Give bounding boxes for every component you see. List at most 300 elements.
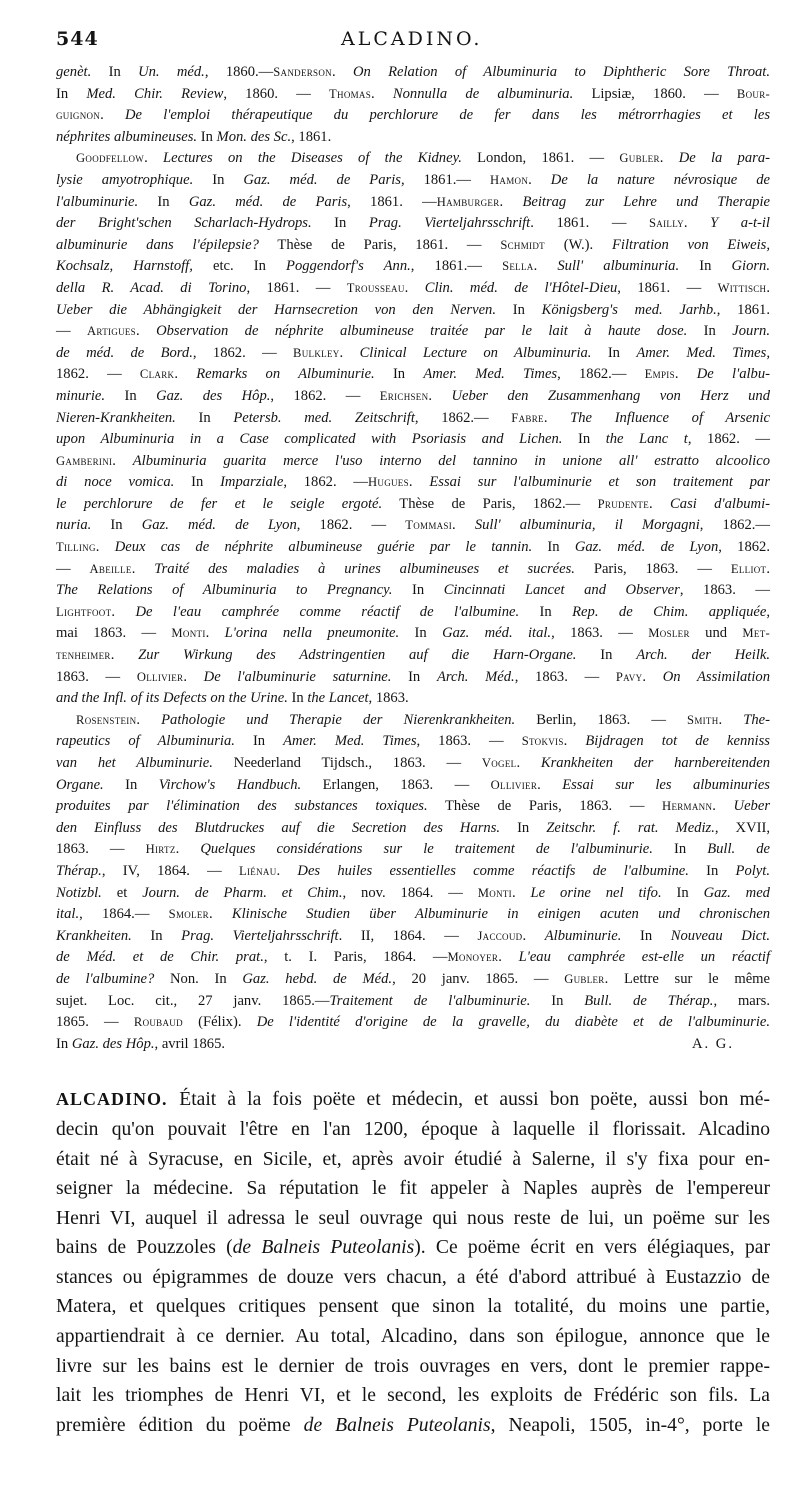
citation-text: Neederland Tijdsch., 1863. — [212,755,482,771]
citation-title: Remarks on Albuminurie. [196,366,375,383]
citation-title: le perchlorure de fer et le seigle ergoté. [56,495,383,512]
article-text: Était à la fois poëte et médecin, et aussi bon poëte, aussi bon mé- [179,1089,770,1111]
citation-text: . [516,755,541,771]
bibliography-line [56,602,770,624]
author-name: Vogel [481,756,517,770]
citation-title: Gaz. méd. ital. [442,625,552,642]
citation-text: In [496,301,542,318]
citation-text: . [175,841,201,858]
citation-text: et [101,884,143,901]
citation-text: , 20 janv. 1865. — [392,970,565,987]
citation-text: In [56,1035,72,1052]
citation-text: . [649,495,671,512]
bibliography-line [56,451,770,473]
citation-text: In [311,215,369,232]
citation-title: Gaz. med [703,884,770,901]
citation-text: In [91,517,142,534]
author-name: Bulkley [293,345,340,360]
citation-text: . [371,85,393,102]
citation-text: etc. In [192,258,287,275]
author-name: Bour- [736,86,770,101]
citation-title: den Einfluss des Blutdruckes auf die Secretion des Harns. [56,819,501,836]
bibliography-line [56,688,770,710]
citation-title: Amer. Med. Times [423,366,558,383]
citation-title: the Lancet [307,690,369,707]
bibliography-line [56,213,770,235]
article-line [56,1411,770,1441]
citation-text: . [522,927,545,944]
citation-title: De l'albu- [696,366,771,383]
bibliography-line [56,818,770,840]
bibliography-line [56,731,770,753]
citation-text: . [136,711,162,728]
bibliography-line [56,364,770,386]
citation-title: de méd. de Bord. [56,344,193,361]
citation-text: . [110,647,139,664]
citation-text: , 1862.— [699,517,770,534]
author-name: Tilling [56,540,96,555]
citation-title: L'eau camphrée est-elle un réactif [518,949,770,966]
citation-text: , 1862. [718,539,771,556]
citation-title: upon Albuminuria in a Case complicated with Psoriasis and Lichen. [56,431,563,448]
citation-title: Gaz. méd. de Lyon [141,517,297,534]
citation-text: , IV, 1864. — [101,862,240,879]
citation-title: Organe. [56,776,104,793]
citation-title: Ueber den Zusammenhang von Herz und [451,387,770,404]
citation-text: 1865. — [56,1014,134,1031]
citation-text: 1863. — [56,841,146,858]
citation-title: della R. Acad. di Torino [56,279,247,296]
citation-text: In [500,819,547,836]
citation-title: nuria. [56,517,92,534]
citation-title: Le orine nel tifo. [530,884,662,901]
citation-text: In [532,539,575,556]
citation-title: Thérap. [56,862,102,879]
citation-text: . [144,150,163,167]
citation-text: , 1860. — [223,85,330,102]
citation-title: De l'identité d'origine de la gravelle, du diabète et de l'albuminurie. [256,1014,771,1031]
citation-text: In [652,841,708,858]
citation-text: . [100,107,125,124]
citation-text: — [56,323,88,340]
citation-text: In [234,733,284,750]
article-headword: ALCADINO. [56,1089,180,1110]
bibliography-line [56,947,770,969]
citation-title: Cincinnati Lancet and Observer [443,582,680,599]
article-text: appartiendrait à ce dernier. Au total, Alcadino, dans son épilogue, annonce que le [56,1326,770,1348]
citation-title: Beitrag zur Lehre und Therapie [522,193,770,210]
author-name: Prudente [597,496,650,511]
citation-text: , 1863. — [679,582,770,599]
citation-title: Giorn. [731,258,770,275]
bibliography-section [56,62,770,1055]
citation-text: . [112,452,133,469]
citation-text: , 1862.— [557,366,645,383]
citation-title: Journ. [732,323,770,340]
citation-text: . [659,150,679,167]
citation-text: , 1864.— [79,906,169,923]
bibliography-line [56,710,770,732]
citation-text: , 1861. — [617,279,718,296]
article-line [56,1115,770,1145]
citation-title: De l'emploi thérapeutique du perchlorure de fer dans les métrorrhagies et les [125,107,770,124]
citation-text: Lipsiæ, 1860. — [573,85,737,102]
author-name: guignon [56,108,101,123]
citation-title: genèt. [56,64,109,80]
citation-text: . [408,474,430,491]
article-text: était né à Syracuse, en Sicile, et, après avoir étudié à Salerne, il s'y fixa pour en- [56,1148,770,1170]
citation-text: . [174,366,197,383]
citation-text: In [175,409,234,426]
citation-text: In [679,258,732,275]
citation-title: Imparziale [220,474,284,491]
article-text: stances ou épigrammes de douze vers chacun, a été d'abord attribué à Eustazzio de [56,1266,770,1288]
citation-title: Notizbl. [56,884,102,901]
citation-text: . [511,884,531,901]
bibliography-line [56,861,770,883]
citation-text: In [56,85,87,102]
author-name: Abeille [89,561,132,576]
citation-text: , XVII, [714,819,770,836]
citation-text: . [452,517,475,534]
citation-text: In [530,992,585,1009]
citation-title: de Méd. et de Chir. prat. [56,949,264,966]
author-name: Hamon [490,172,529,187]
citation-text: . II, 1864. — [338,927,478,944]
citation-title: Zur Wirkung des Adstringentien auf die Harn-Organe. [138,647,577,664]
bibliography-line [56,515,770,537]
article-line [56,1233,770,1263]
citation-title: On Assimilation [662,668,770,685]
citation-title: Traité des maladies à urines albumineuses et sucrées. [154,560,575,577]
article-text: première édition du poëme [56,1414,304,1436]
citation-text: , nov. 1864. — [342,884,478,901]
citation-text: In [399,625,443,642]
author-name: Liénau [239,863,277,878]
citation-title: Un. méd. [138,64,205,80]
citation-title: Quelques considérations sur le traitement de l'albuminurie. [200,841,653,858]
bibliography-line [56,1012,770,1034]
author-name: Gubler [619,151,660,166]
citation-title: ital. [56,906,80,923]
citation-text: . [276,862,298,879]
citation-text: . [205,625,225,642]
citation-text: , t. I. Paris, 1864. — [263,949,448,966]
citation-text: , 1862. — [283,474,368,491]
bibliography-line [56,796,770,818]
citation-title: Casi d'albumi- [670,495,770,512]
author-name: Goodfellow [76,151,145,166]
article-line [56,1322,770,1352]
citation-text: . [537,776,563,793]
bibliography-line [56,170,770,192]
citation-title: Des huiles essentielles comme réactifs de l'albumine. [297,862,689,879]
article-line [56,1381,770,1411]
article-text: ). Ce poëme écrit en vers élégiaques, par [414,1237,770,1259]
citation-title: Observation de néphrite albumineuse traitée par le lait à haute dose. [156,323,688,340]
citation-text: In [687,323,733,340]
citation-text: , [766,603,770,620]
bibliography-line [56,321,770,343]
citation-text: . [183,668,204,685]
author-name: Rosenstein [76,712,137,727]
author-name: Jaccoud [477,928,523,943]
author-name: Monti [477,885,512,900]
article-line [56,1352,770,1382]
article-line [56,1174,770,1204]
citation-text: . [674,366,697,383]
citation-text: . [95,539,115,556]
citation-text: Thèse de Paris, 1863. — [427,798,663,815]
citation-title: Gaz. hebd. de Méd. [242,970,393,987]
author-name: Smith [687,712,719,727]
citation-title: Klinische Studien über Albuminurie in einigen acuten und chronischen [231,906,771,923]
bibliography-line [56,105,770,127]
page-number: 544 [56,28,99,50]
citation-title: De la nature névrosique de [550,171,771,188]
citation-title: The Influence of Arsenic [570,409,770,426]
citation-text: . [528,171,551,188]
citation-text: . [683,215,711,232]
citation-title: Ueber die Abhängigkeit der Harnsecretion von den Nerven. [56,301,496,318]
bibliography-line [56,62,770,84]
author-name: Mosler [648,626,690,641]
citation-text: In [374,366,424,383]
bibliography-line [56,883,770,905]
bibliography-line [56,969,770,991]
citation-text: In [287,690,308,707]
author-name: Hermann [662,799,713,814]
citation-title: van het Albuminurie. [56,755,213,771]
bibliography-line [56,645,770,667]
citation-title: Zeitschr. f. rat. Mediz. [546,819,715,836]
article-text: decin qu'on pouvait l'être en l'an 1200, époque à laquelle il florissait. Alcadino [56,1118,770,1140]
author-name: Trousseau [346,280,405,295]
author-name: Thomas [329,86,372,101]
citation-text: London, 1861. — [461,150,620,167]
citation-text: In [519,603,573,620]
citation-text: Paris, 1863. — [574,560,731,577]
bibliography-line [56,235,770,257]
citation-title: Arch. Méd. [436,668,515,685]
citation-title: di noce vomica. [56,474,175,491]
author-name: Met- [742,626,771,641]
author-name: Monoyer [447,950,499,965]
citation-title: Deux cas de néphrite albumineuse guérie par le tannin. [114,539,533,556]
citation-text: mai 1863. — [56,625,172,642]
author-name: Sanderson [273,65,332,79]
article-alcadino [56,1085,770,1440]
citation-text: , 1861.— [410,258,503,275]
citation-text: , mars. [713,992,770,1009]
citation-title: Prag. Vierteljahrsschrift [181,927,339,944]
citation-text: In [174,474,221,491]
article-text: livre sur les bains est le dernier de trois ouvrages en vers, dont le premier rappe- [56,1355,770,1377]
page-header [56,28,770,62]
bibliography-line [56,991,770,1013]
citation-title: De l'albuminurie saturnine. [203,668,392,685]
citation-title: Gaz. des Hôp. [156,387,271,404]
citation-title: the Lanc t [605,431,688,448]
citation-text: , avril 1865. [154,1035,226,1052]
citation-title: The- [743,711,771,728]
article-text: Henri VI, auquel il adressa le seul ouvrage qui nous reste de lui, un poëme sur les [56,1207,770,1229]
citation-text: Berlin, 1863. — [515,711,688,728]
citation-title: Clin. méd. de l'Hôtel-Dieu [424,279,618,296]
citation-title: lysie amyotrophique. [56,171,194,188]
citation-text: . [404,279,425,296]
citation-text: . [499,193,523,210]
citation-text: , 1862. — [687,431,770,448]
citation-title: Lectures on the Diseases of the Kidney. [163,150,462,167]
citation-title: Nonnulla de albuminuria. [392,85,574,102]
article-text: , Neapoli, 1505, in-4°, porte le [490,1414,770,1436]
citation-title: Albuminurie. [544,927,622,944]
author-signature: A. G. [691,1035,734,1052]
citation-text: , 1863. — [514,668,616,685]
author-name: Hamburger [436,194,500,209]
citation-title: Bijdragen tot de kenniss [585,733,770,750]
citation-title: Filtration von Eiweis, [612,236,770,253]
citation-title: Gaz. des Hôp. [71,1035,155,1052]
citation-text: In [591,344,637,361]
citation-text: In [105,387,157,404]
citation-text: . Lettre sur le même [604,970,771,987]
citation-text: (Félix). [182,1014,257,1031]
citation-text: . [339,344,360,361]
citation-text: Non. In [154,970,243,987]
citation-title: néphrites albumineuses. [56,128,198,145]
citation-text: , 1861. — [246,279,347,296]
citation-title: Kochsalz, Harnstoff, [56,258,193,275]
citation-title: Rep. de Chim. appliquée [572,603,767,620]
citation-text: In [688,862,736,879]
bibliography-line [56,386,770,408]
bibliography-line [56,753,770,775]
citation-text: , 1862.— [414,409,512,426]
citation-title: Bull. de Thérap. [584,992,714,1009]
citation-text: . [131,560,155,577]
author-name: Tommasi [405,518,453,533]
citation-title: Mon. des Sc. [216,128,292,145]
citation-text: . [766,560,771,577]
citation-text: . 1861. — [530,215,649,232]
citation-text: . [136,323,157,340]
citation-title: Gaz. méd. de Paris [243,171,401,188]
author-name: tenheimer [56,648,111,663]
bibliography-line [56,494,770,516]
work-title: de Balneis Puteolanis [303,1414,491,1436]
bibliography-line [56,429,770,451]
citation-text: , 1862. — [296,517,406,534]
citation-title: Essai sur les albuminuries [562,776,770,793]
citation-title: Nouveau Dict. [670,927,770,944]
citation-text: In [392,582,444,599]
author-name: Smoler [168,907,209,922]
citation-text: In [138,193,189,210]
author-name: Stokvis [521,734,564,749]
citation-text: . [331,64,353,80]
citation-title: Traitement de l'albuminurie. [329,992,531,1009]
citation-title: Albuminuria guarita merce l'uso interno del tannino in unione all' estratto alcoolico [132,452,770,469]
author-name: Roubaud [133,1015,183,1030]
article-line [56,1204,770,1234]
citation-title: Bull. de [707,841,770,858]
citation-title: de l'albumine? [56,970,155,987]
citation-title: Petersb. med. Zeitschrift [233,409,415,426]
citation-title: and the Infl. of its Defects on the Urine. [56,690,288,707]
citation-title: Journ. de Pharm. et Chim. [142,884,343,901]
bibliography-line [56,537,770,559]
citation-text: In [562,431,606,448]
citation-text: , 1863. [368,690,409,707]
citation-text: In [621,927,671,944]
citation-text: und [689,625,743,642]
citation-title: Arch. der Heilk. [636,647,770,664]
author-name: Artigues [87,324,136,339]
citation-text: In [661,884,704,901]
citation-text: , 1863. — [551,625,649,642]
bibliography-line [56,343,770,365]
article-text: lait les triomphes de Henri VI, et le second, les exploits de Frédéric son fils. La [56,1385,770,1407]
article-text: seigner la médecine. Sa réputation le fit appeler à Naples auprès de l'empereur [56,1178,770,1200]
running-title: ALCADINO. [341,28,483,50]
bibliography-line [56,408,770,430]
bibliography-line [56,300,770,322]
article-text: bains de Pouzzoles ( [56,1237,233,1259]
citation-title: Königsberg's med. Jarhb. [541,301,717,318]
bibliography-line [56,775,770,797]
bibliography-line [56,926,770,948]
author-name: Pavy [615,669,643,684]
citation-title: Pathologie und Therapie der Nierenkrankheiten. [161,711,516,728]
citation-title: l'albuminurie. [56,193,139,210]
citation-title: Med. Chir. Review [86,85,224,102]
citation-text: . [712,798,734,815]
article-text: Matera, et quelques critiques pensent que sinon la totalité, du moins une partie, [56,1296,770,1318]
citation-title: albuminurie dans l'épilepsie? [56,236,259,253]
author-name: Monti [171,626,206,641]
citation-text: In [197,128,217,145]
citation-title: Amer. Med. Times, [636,344,770,361]
article-line [56,1085,770,1115]
citation-title: Sull' albuminuria. [557,258,680,275]
bibliography-line [56,667,770,689]
citation-title: Virchow's Handbuch. [158,776,302,793]
author-name: Schmidt [500,237,545,252]
citation-text: Thèse de Paris, 1861. — [258,236,501,253]
citation-text: , 1862. — [270,387,380,404]
citation-text: . [111,603,136,620]
citation-text: , 1861. [291,128,332,145]
citation-text: . [766,279,771,296]
citation-title: L'orina nella pneumonite. [224,625,400,642]
citation-text: . [563,733,586,750]
bibliography-line [56,559,770,581]
citation-text: — [56,560,90,577]
author-name: Elliot [730,561,767,576]
citation-text: , 1861. [716,301,770,318]
author-name: Sailly [649,216,684,231]
bibliography-line [56,148,770,170]
citation-title: der Bright'schen Scharlach-Hydrops. [56,215,312,232]
citation-title: Poggendorf's Ann. [286,258,411,275]
bibliography-line [56,256,770,278]
citation-text: . [428,387,452,404]
citation-title: The Relations of Albuminuria to Pregnancy. [56,582,393,599]
bibliography-line [56,278,770,300]
citation-title: produites par l'élimination des substances toxiques. [56,798,428,815]
